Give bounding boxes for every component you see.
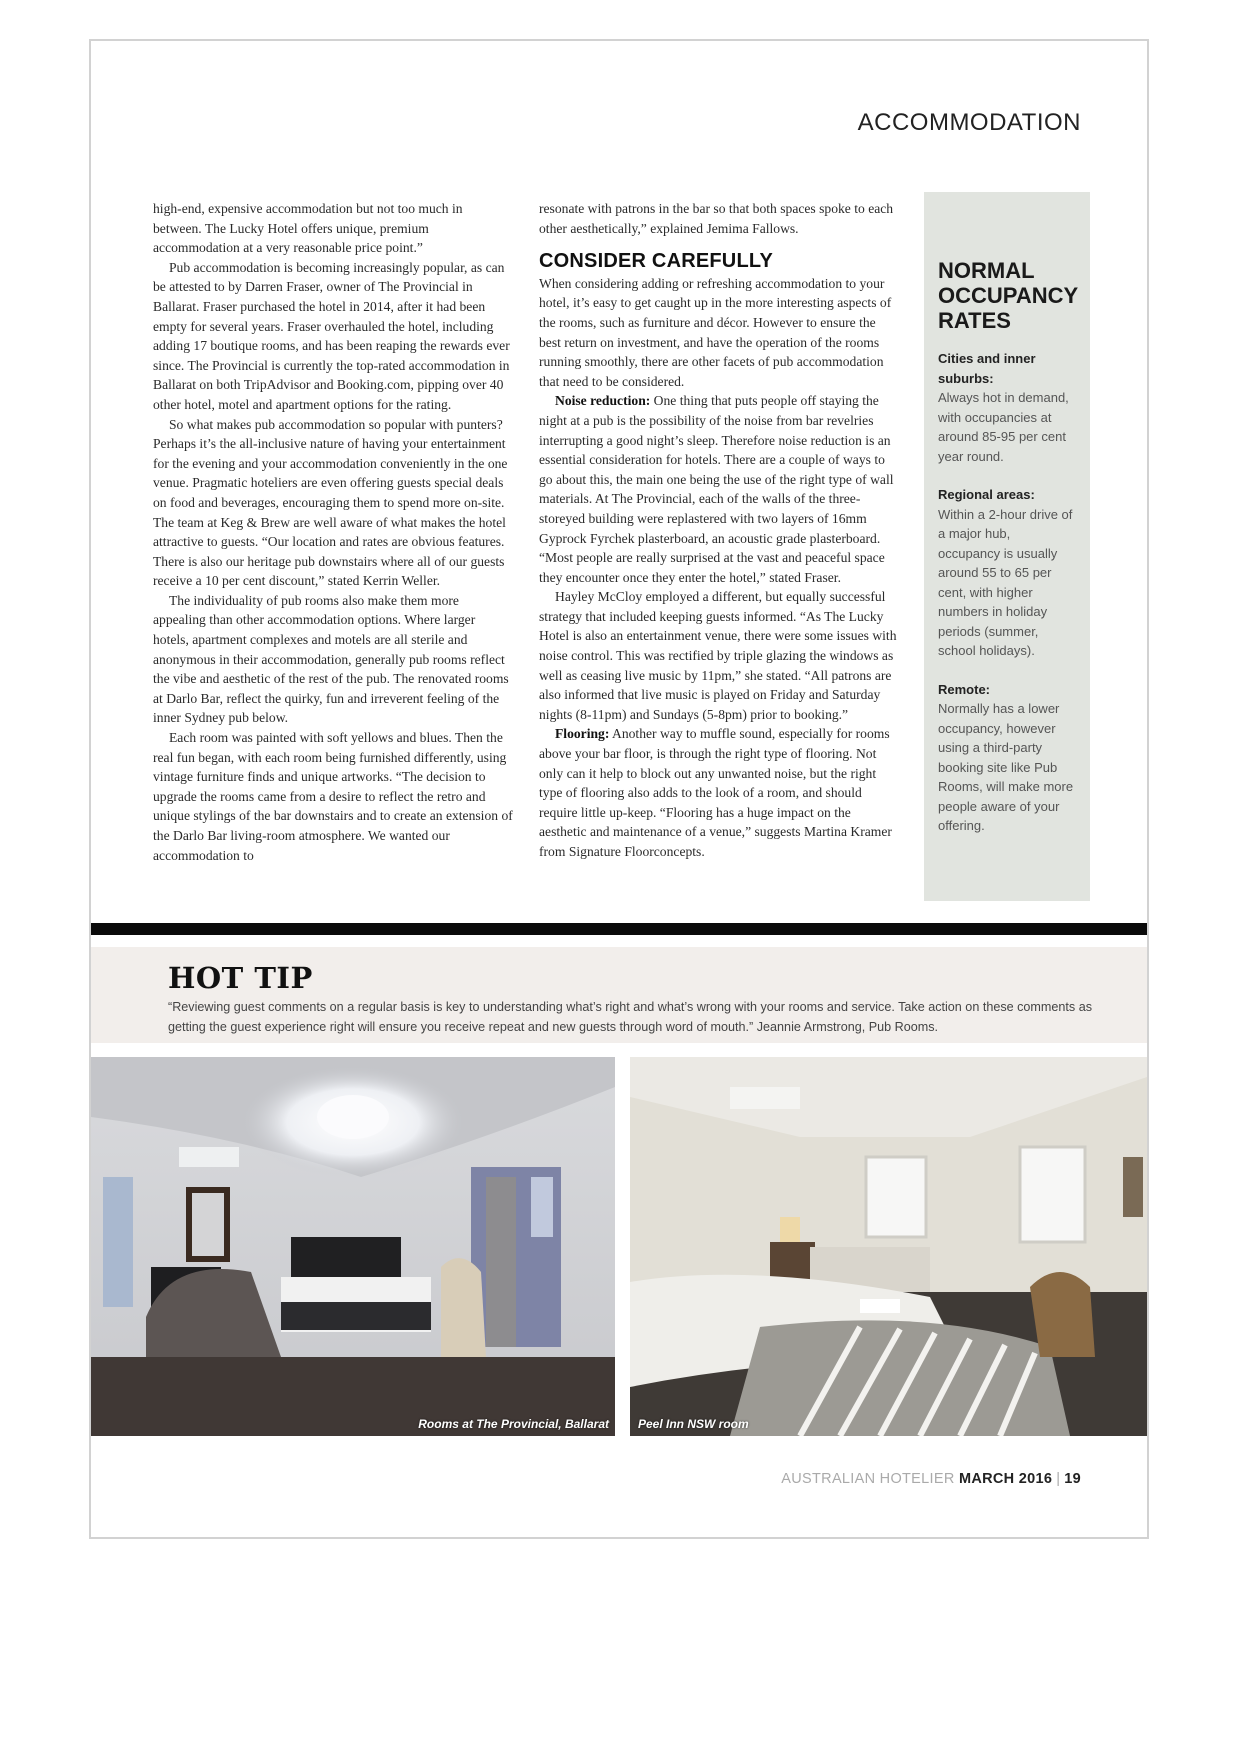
issue-date: MARCH 2016 [958, 1471, 1053, 1487]
article-column-1 [153, 199, 513, 865]
hot-tip-quote: “Reviewing guest comments on a regular basis is key to understanding what’s right and what’s wrong with your rooms and service. Take action on these comments as getting the guest experience right will ensure you receive repeat and new guests through word of mouth.” Jeannie Armstrong, Pub Rooms. [168, 1000, 1093, 1034]
sidebar-category: Cities and inner suburbs: [938, 351, 1036, 386]
sidebar-category: Remote: [938, 681, 991, 697]
run-in-label: Flooring: [555, 726, 610, 742]
sidebar-text: Always hot in demand, with occupancies at around 85-95 per cent year round. [938, 390, 1069, 464]
occupancy-sidebar [924, 192, 1090, 901]
publication-name: AUSTRALIAN HOTELIER [781, 1471, 955, 1487]
paragraph: So what makes pub accommodation so popular with punters? Perhaps it’s the all-inclusive nature of having your entertainment for the evening and your accommodation conveniently in the one venue. Pragmatic hoteliers are even offering guests special deals on food and beverages, encouraging them to spend more on-site. The team at Keg & Brew are well aware of what makes the hotel attractive to guests. “Our location and rates are obvious features. There is also our heritage pub downstairs where all of our guests receive a 10 per cent discount,” stated Kerrin Weller. [153, 416, 508, 589]
paragraph-flooring [539, 724, 899, 861]
photo-provincial-room [91, 1057, 615, 1436]
sidebar-text: Within a 2-hour drive of a major hub, occupancy is usually around 55 to 65 per cent, with higher numbers in holiday periods (summer, school holidays). [938, 506, 1073, 658]
paragraph-text: Another way to muffle sound, especially for rooms above your bar floor, is through the right type of flooring. Not only can it help to block out any unwanted noise, but the right type of flooring also adds to the look of a room, and should require little up-keep. “Flooring has a huge impact on the aesthetic and maintenance of a venue,” suggests Martina Kramer from Signature Floorconcepts. [539, 726, 892, 859]
photo-caption: Peel Inn NSW room [638, 1417, 749, 1431]
run-in-label: Noise reduction: [555, 393, 651, 409]
paragraph: resonate with patrons in the bar so that both spaces spoke to each other aesthetically,” explained Jemima Fallows. [539, 201, 894, 236]
paragraph: Hayley McCloy employed a different, but equally successful strategy that included keeping guests informed. “As The Lucky Hotel is also an entertainment venue, there were some issues with noise control. This was rectified by triple glazing the windows as well as ceasing live music by 11pm,” she stated. “All patrons are also informed that live music is played on Friday and Saturday nights (8-11pm) and Sundays (5-8pm) prior to booking.” [539, 589, 897, 722]
bedroom-photo-illustration [630, 1057, 1147, 1436]
page-number: 19 [1064, 1471, 1081, 1487]
bedroom-photo-illustration [91, 1057, 615, 1436]
sidebar-title: NORMAL OCCUPANCY RATES [938, 258, 1078, 333]
page-footer [781, 1471, 1081, 1487]
paragraph: high-end, expensive accommodation but not too much in between. The Lucky Hotel offers unique, premium accommodation at a very reasonable price point.” [153, 201, 463, 256]
article-column-2 [539, 199, 899, 862]
photo-caption: Rooms at The Provincial, Ballarat [418, 1417, 609, 1431]
sidebar-category: Regional areas: [938, 487, 1035, 502]
footer-separator: | [1056, 1471, 1061, 1487]
subheading: CONSIDER CAREFULLY [539, 250, 773, 273]
photo-peel-inn-room [630, 1057, 1147, 1436]
paragraph: When considering adding or refreshing accommodation to your hotel, it’s easy to get caught up in the more interesting aspects of the rooms, such as furniture and décor. However to ensure the best return on investment, and have the operation of the rooms running smoothly, there are other facets of pub accommodation that need to be considered. [539, 275, 892, 389]
section-label: ACCOMMODATION [857, 109, 1081, 136]
hot-tip-box [91, 947, 1147, 1043]
paragraph: The individuality of pub rooms also make them more appealing than other accommodation options. Where larger hotels, apartment complexes and motels are all sterile and anonymous in their accommodation, generally pub rooms reflect the vibe and aesthetic of the rest of the pub. The renovated rooms at Darlo Bar, reflect the quirky, fun and irreverent feeling of the inner Sydney pub below. [153, 592, 509, 726]
divider-rule [91, 923, 1147, 935]
paragraph: Each room was painted with soft yellows and blues. Then the real fun began, with each room being furnished differently, using vintage furniture finds and unique artworks. “The decision to upgrade the rooms came from a desire to reflect the retro and unique stylings of the bar downstairs and to create an extension of the Darlo Bar living-room atmosphere. We wanted our accommodation to [153, 730, 513, 863]
paragraph-noise [539, 391, 899, 587]
hot-tip-title: HOT TIP [168, 961, 313, 995]
sidebar-text: Normally has a lower occupancy, however using a third-party booking site like Pub Rooms, will make more people aware of your offering. [938, 701, 1074, 833]
paragraph-text: One thing that puts people off staying the night at a pub is the possibility of the noise from bar revelries interrupting a good night’s sleep. Therefore noise reduction is an essential consideration for hotels. There are a couple of ways to go about this, the main one being the use of the right type of wall materials. At The Provincial, each of the walls of the three-storeyed building were replastered with two layers of 16mm Gyprock Fyrchek plasterboard, an acoustic grade plasterboard. “Most people are really surprised at the vast and peaceful space they encounter once they enter the hotel,” stated Fraser. [539, 393, 894, 585]
magazine-page [89, 39, 1149, 1539]
paragraph: Pub accommodation is becoming increasingly popular, as can be attested to by Darren Fraser, owner of The Provincial in Ballarat. Fraser purchased the hotel in 2014, after it had been empty for several years. Fraser overhauled the hotel, including adding 17 boutique rooms, and has been reaping the rewards ever since. The Provincial is currently the top-rated accommodation in Ballarat on both TripAdvisor and Booking.com, pipping over 40 other hotel, motel and apartment options for the rating. [153, 259, 510, 412]
